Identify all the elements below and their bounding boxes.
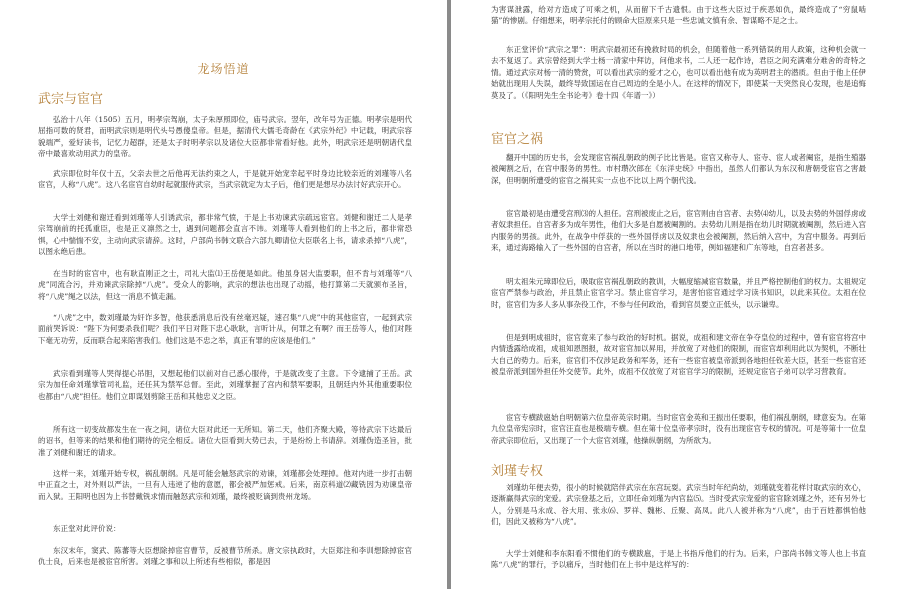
paragraph: 东正堂对此评价说： [53,524,121,533]
paragraph: 为害谋泄露，给对方造成了可乘之机，从而留下千古遗恨。由于这些大臣过于疾恶如仇，最终造成了“穷鼠啮猫”的惨剧。仔细想来，明孝宗托付的顾命大臣原来只是一些忠诚文慎有余、智谋略不足之士。 [491,5,866,26]
paragraph: 东汉末年，窦武、陈蕃等大臣想除掉宦官曹节，反被曹节所杀。唐文宗执政时，大臣郑注和李训想除掉宦官仇士良，后来也是被宦官所害。刘瑾之事和以上所述有些相似，都是因 [38,546,412,567]
paragraph: 大学士刘健和李东阳看不惯他们的专横跋扈，于是上书指斥他们的行为。后来，户部尚书韩文等人也上书直陈“八虎”的罪行，予以痛斥，当时他们在上书中是这样写的： [491,549,866,570]
section-title-liujin: 刘瑾专权 [491,464,544,479]
paragraph: 翻开中国的历史书，会发现宦官祸乱朝政的例子比比皆是。宦官又称寺人、宦寺、宦人或者阉宦，是指生殖器被阉割之后，在宫中服务的男性。市村瓒次郎在《东洋史统》中指出，虽然人们都认为东汉和唐朝受宦官之害最深，但明朝所遭受的宦官之祸其实一点也不比以上两个朝代浅。 [491,153,866,185]
left-page [0,0,447,589]
paragraph: 宦官专横跋扈始自明朝第六位皇帝英宗时期。当时宦官金英和王振出任要职，他们祸乱朝纲，肆意妄为。在第九位皇帝宪宗时，宦官汪直也是极端专横。但在第十位皇帝孝宗时，没有出现宦官专权的情况。可是等第十一位皇帝武宗即位后，又出现了一个大宦官刘瑾，他操纵朝纲，为所欲为。 [491,413,866,445]
paragraph: 但是到明成祖时，宦官竟来了参与政治的好时机。据说，成祖和建文帝在争夺皇位的过程中，曾有宦官将宫中内情透露给成祖，成祖知恩图报，故对宦官加以昇用，并放宽了对他们的限制，而宦官却利用此以为契机，不断壮大自己的势力。后来，宦官们不仅涉足政务和军务，还有一些宦官被皇帝派到各地担任钦差大臣，甚至一些宦官还被皇帝派到国外担任外交使节。此外，成祖不仅放宽了对宦官学习的限制，还规定宦官子弟可以学习营教育。 [491,333,866,377]
paragraph: 这样一来，刘瑾开始专权，祸乱朝纲。凡是可能会触怒武宗的劝谏，刘瑾都会处理掉。他对内进一步打击朝中正直之士，对外则以严法，一旦有人违逆了他的意愿，都会被严加惩戒。后来，南京科道⑵藏铣因为劝谏皇帝而入狱。王阳明也因为上书替戴铣求情而触怒武宗和刘瑾，最终被贬谪到贵州龙场。 [38,469,412,501]
section-title-wuzong: 武宗与宦官 [38,92,104,107]
paragraph: 宦官最初是由遭受宫刑⑶的人担任。宫刑被废止之后，宦官则由自宫者、去势⑷幼儿，以及去势的外国俘虏或者奴隶担任。自宫者多为成年男性，他们大多是自愿被阉割的。去势幼儿则是指在幼儿时期就被阉割，然后进入宫内服务的男孩。此外，在战争中俘获的一些外国俘虏以及奴隶也会被阉割，然后纳入宫中，为宫中服务。再到后来，通过海路输入了一些外国的自宫者，所以在当时的港口地带，例如福建和广东等地，自宫者甚多。 [491,209,866,253]
paragraph: 东正堂评价“武宗之罪”：明武宗最初还有挽救时局的机会，但随着他一系列错误的用人政策，这种机会就一去不复返了。武宗曾经到大学士杨一清家中拜访，问他求书，二人还一起作诗，君臣之间充满难分难舍的奇特之情。通过武宗对杨一清的赞赏，可以看出武宗的爱才之心，也可以看出他有成为英明君主的潜质。但由于他上任伊始就出现用人失误，最终导致国运在自己周边的全是小人。在这样的情况下，即使某一天突然良心发现，也是追悔莫及了。（《阳明先生全书论考》卷十四《年谱一》） [491,45,866,100]
paragraph: 弘治十八年（1505）五月，明孝宗驾崩，太子朱厚照即位，庙号武宗。翌年，改年号为正德。明孝宗是明代屈指可数的贤君，而明武宗则是明代头号愚傻皇帝。但是，据清代大儒毛奇龄在《武宗外纪》中记载，明武宗容貌端严，爱好读书，记忆力超群，还是太子时明孝宗以及诸位大臣都非常看好他。此外，明武宗还是明朝诸代皇帝中最喜欢动用武力的皇帝。 [38,115,412,159]
paragraph: 武宗即位时年仅十五，父亲去世之后他再无法约束之人，于是就开始宠幸起平时身边比较亲近的刘瑾等八名宦官，人称“八虎”。这八名宦官自幼时起就服侍武宗，当武宗就定为太子后，他们更是想尽办法讨好武宗开心。 [38,169,412,190]
section-title-eunuch-disaster: 宦官之祸 [491,132,544,147]
paragraph: 武宗看到瑾等人哭得提心吊胆，又想起他们以前对自己悉心服侍，于是就改变了主意。下令逮捕了王岳。武宗为加任命刘瑾掌管司礼监，还任其为禁军总督。至此，刘瑾掌握了宫内和禁军要职，且朝廷内外其他重要职位也都由“八虎”担任。他们立即谋划剪除王岳和其他忠义之臣。 [38,369,412,401]
paragraph: 所有这一切变故都发生在一夜之间，诸位大臣对此还一无所知。第二天，他们齐聚大殿，等待武宗下达最后的诏书，但等来的结果和他们期待的完全相反。诸位大臣看到大势已去，于是纷纷上书请辞。刘瑾伪造圣旨，批准了刘健和谢迁的请求。 [38,425,412,457]
paragraph: 刘瑾幼年便去势，很小的时候就陪伴武宗在东宫玩耍。武宗当时年纪尚幼，刘瑾就变着花样讨取武宗的欢心，逐渐赢得武宗的宠爱。武宗登基之后，立即任命刘瑾为内官监⑸。当时受武宗宠爱的宦官除刘瑾之外，还有另外七人，分别是马永成、谷大用、张永⑹、罗祥、魏彬、丘聚、高凤。此八人被并称为“八虎”，由于百姓都惧怕他们，因此又被称为“八虎”。 [491,483,866,527]
paragraph: 大学士刘健和谢迁看到刘瑾等人引诱武宗，都非常气愤，于是上书劝谏武宗疏远宦官。刘健和谢迁二人是孝宗驾崩前的托孤重臣，也是正义凛然之士，遇到问题都会直言不讳。刘瑾等人看到他们的上书之后，都非常恐惧，心中惴惴不安，主动向武宗请辞。这时，户部尚书韩文联合六部九卿请位大臣联名上书，请求杀掉“八虎”，以图永绝后患。 [38,213,412,257]
chapter-title: 龙场悟道 [197,62,250,76]
paragraph: 在当时的宦官中，也有耿直刚正之士，司礼大监⑴王岳便是如此。他虽身居大监要职，但不肯与刘瑾等“八虎”同流合污，并劝谏武宗除掉“八虎”。受众人的影响，武宗的想法也出现了动摇，他打算第二天就颁布圣旨，将“八虎”绳之以法，但这一消息不慎走漏。 [38,269,412,301]
paragraph: 明太祖朱元璋即位后，吸取宦官祸乱朝政的教训，大幅度缩减宦官数量，并且严格控制他们的权力。太祖规定宦官严禁参与政治，并且禁止宦官学习。禁止宦官学习，是害怕宦官通过学习读书知识，以此来其位。太祖在位时，宦官们为多人多从事杂役工作，不参与任何政治，看到官员要立正低头，以示谦卑。 [491,277,866,309]
paragraph: “八虎”之中，数刘瑾最为奸诈多智，他获悉消息后没有丝毫迟疑，速召集“八虎”中的其他宦官，一起到武宗面前哭诉说：“陛下为何要杀我们呢？我们平日对陛下忠心耿耿，言听计从，何罪之有啊？而王岳等人，他们对陛下毫无功劳，反而联合起来陷害我们。他们这是不忠之举，真正有罪的应该是他们。” [38,313,412,345]
right-page [451,0,898,589]
